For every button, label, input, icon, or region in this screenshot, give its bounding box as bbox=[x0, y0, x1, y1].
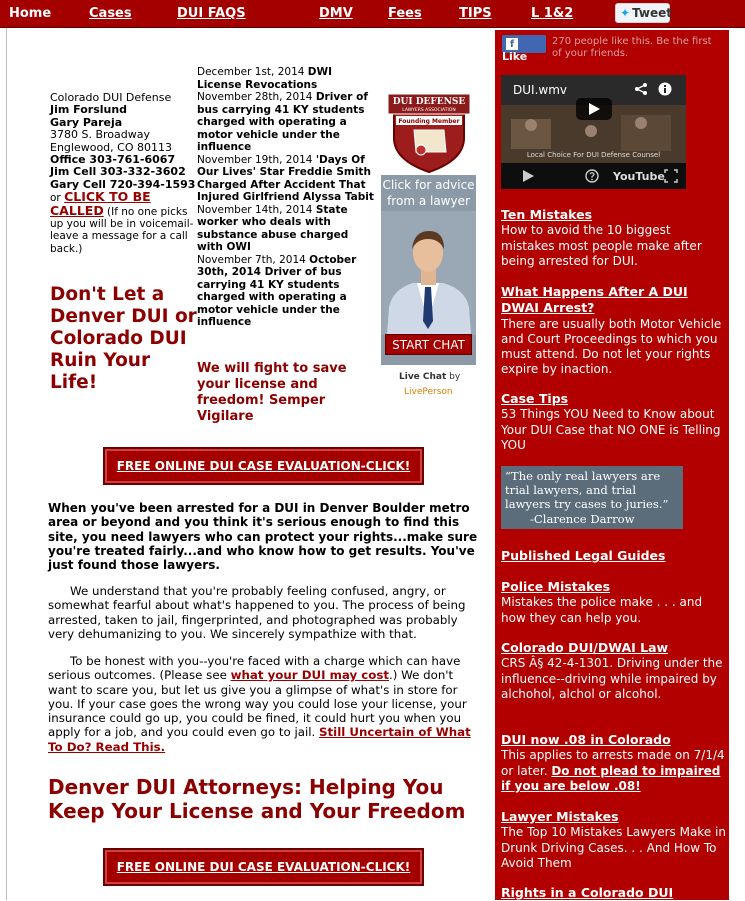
tweet-label: Tweet bbox=[632, 6, 673, 20]
case-tips-section bbox=[501, 391, 726, 453]
outcomes-text-middle: .) We don't want to scare you, but let us give you a glimpse of what's in store for you. If your case goes the wrong way you could lose your license, your insurance could go up, you could be fined, it could hurt you when you apply for a job, and you could even go to jail. bbox=[48, 668, 467, 740]
news-title: Driver of bus carrying 41 KY students charged with operating a motor vehicle under the influence bbox=[197, 91, 368, 153]
attorney-name: Jim Forslund bbox=[50, 103, 128, 117]
nav-dmv[interactable]: DMV bbox=[319, 6, 353, 21]
case-tips-text: 53 Things YOU Need to Know about Your DUI Case that NO ONE is Telling YOU bbox=[501, 407, 721, 452]
dui-08-link[interactable]: DUI now .08 in Colorado bbox=[501, 732, 671, 747]
police-mistakes-text: Mistakes the police make . . . and how they can help you. bbox=[501, 595, 703, 625]
news-date: November 14th, 2014 bbox=[197, 203, 316, 216]
news-title: State worker who deals with substance abuse charged with OWI bbox=[197, 203, 349, 253]
chat-title: Click for advice from a lawyer bbox=[382, 178, 475, 208]
click-to-be-called-link[interactable]: CLICK TO BE CALLED bbox=[50, 189, 151, 218]
free-evaluation-button[interactable] bbox=[103, 447, 424, 485]
attorney-name: Gary Pareja bbox=[50, 115, 123, 129]
rights-section bbox=[501, 885, 726, 901]
news-date: November 19th, 2014 bbox=[197, 153, 316, 166]
news-title: 'Days Of Our Lives' Star Freddie Smith Charged After Accident That Injured Girlfriend Alyssa Tabit bbox=[197, 153, 374, 203]
news-date: December 1st, 2014 bbox=[197, 66, 308, 78]
colorado-law-section bbox=[501, 640, 726, 702]
gary-cell-phone: Gary Cell 720-394-1593 bbox=[50, 177, 196, 191]
news-date: November 7th, 2014 bbox=[197, 253, 310, 266]
video-caption: Local Choice For DUI Defense Counsel bbox=[526, 151, 661, 159]
video-title: DUI.wmv bbox=[513, 83, 567, 97]
case-tips-link[interactable]: Case Tips bbox=[501, 391, 569, 406]
top-nav-bar bbox=[0, 0, 745, 28]
street-address: 3780 S. Broadway bbox=[50, 128, 150, 142]
live-chat-label bbox=[399, 372, 460, 382]
facebook-icon: f bbox=[506, 38, 518, 50]
nav-l12[interactable]: L 1&2 bbox=[531, 6, 574, 21]
colorado-law-text: CRS Â§ 42-4-1301. Driving under the influence--driving while impaired by alchohol, alchol or alcohol. bbox=[501, 656, 723, 701]
legal-guides-section bbox=[501, 548, 726, 564]
darrow-quote bbox=[501, 466, 683, 529]
lawyer-mistakes-text: The Top 10 Mistakes Lawyers Make in Drunk Driving Cases. . . And How To Avoid Them bbox=[501, 825, 726, 870]
dui-cost-link[interactable]: what your DUI may cost bbox=[230, 668, 390, 683]
badge-member: Founding Member bbox=[398, 118, 460, 125]
outcomes-text-start: To be honest with you--you're faced with a charge which can have serious outcomes. (Please see bbox=[48, 654, 461, 683]
fight-tagline: We will fight to save your license and freedom! Semper Vigilare bbox=[197, 361, 347, 424]
live-chat-widget[interactable] bbox=[381, 175, 476, 365]
nav-dui-faqs[interactable]: DUI FAQS bbox=[177, 6, 246, 21]
nav-tips[interactable]: TIPS bbox=[459, 6, 492, 21]
quote-author: -Clarence Darrow bbox=[530, 511, 635, 526]
or-text: or bbox=[50, 192, 65, 205]
quote-text: “The only real lawyers are trial lawyers, and trial lawyers try cases to juries.” bbox=[505, 469, 669, 512]
share-icon[interactable] bbox=[634, 82, 648, 96]
after-arrest-section bbox=[501, 284, 726, 378]
outcomes-paragraph bbox=[48, 654, 478, 754]
dui-08-section bbox=[501, 732, 726, 794]
news-date: November 28th, 2014 bbox=[197, 91, 316, 103]
firm-name: Colorado DUI Defense bbox=[50, 91, 172, 104]
info-icon[interactable] bbox=[658, 82, 672, 96]
news-title: October 30th, 2014 Driver of bus carrying 41 KY students charged with operating a motor vehicle under the influence bbox=[197, 253, 357, 328]
youtube-logo[interactable]: YouTube bbox=[613, 170, 665, 183]
badge-subtitle: LAWYERS ASSOCIATION bbox=[402, 108, 456, 113]
help-icon[interactable] bbox=[585, 169, 599, 183]
news-list bbox=[197, 66, 377, 329]
news-title: DWI License Revocations bbox=[197, 66, 333, 91]
after-arrest-text: There are usually both Motor Vehicle and Court Proceedings to which you must attend. Do not let your rights expire by inaction. bbox=[501, 316, 722, 377]
nav-cases[interactable]: Cases bbox=[89, 6, 132, 21]
live-chat-text: Live Chat bbox=[399, 372, 447, 382]
main-headline: Don't Let a Denver DUI or Colorado DUI Ruin Your Life! bbox=[50, 284, 197, 393]
section-heading: Denver DUI Attorneys: Helping You Keep Your License and Your Freedom bbox=[48, 775, 466, 823]
dui-defense-badge[interactable] bbox=[388, 86, 470, 174]
dui-08-text: This applies to arrests made on 7/1/4 or later. bbox=[501, 748, 725, 778]
still-uncertain-link[interactable]: Still Uncertain of What To Do? Read This. bbox=[48, 725, 471, 754]
lawyer-mistakes-section bbox=[501, 809, 726, 871]
live-chat-by: by bbox=[446, 372, 461, 382]
seal-icon bbox=[416, 145, 426, 155]
lawyer-mistakes-link[interactable]: Lawyer Mistakes bbox=[501, 809, 619, 824]
rights-link[interactable]: Rights in a Colorado DUI bbox=[501, 885, 674, 900]
news-item[interactable] bbox=[197, 91, 377, 154]
start-chat-button[interactable]: START CHAT bbox=[385, 334, 472, 355]
contact-block bbox=[50, 92, 200, 255]
sympathy-paragraph: We understand that you're probably feeling confused, angry, or somewhat fearful about what's happened to you. The process of being arrested, taken to jail, fingerprinted, and photographed was probably very dehumanizing to you. We sincerely sympathize with that. bbox=[48, 584, 466, 641]
news-item[interactable] bbox=[197, 254, 377, 329]
badge-title: DUI DEFENSE bbox=[392, 97, 466, 107]
colorado-law-link[interactable]: Colorado DUI/DWAI Law bbox=[501, 640, 669, 655]
news-item[interactable] bbox=[197, 154, 377, 204]
twitter-bird-icon: ✦ bbox=[620, 6, 631, 20]
police-mistakes-section bbox=[501, 579, 726, 626]
city-address: Englewood, CO 80113 bbox=[50, 140, 172, 154]
free-evaluation-button[interactable] bbox=[103, 848, 424, 886]
facebook-like-button[interactable] bbox=[502, 35, 546, 63]
dui-08-warning: Do not plead to impaired if you are below .08! bbox=[501, 763, 721, 793]
lawyer-photo bbox=[381, 211, 476, 335]
free-evaluation-label: FREE ONLINE DUI CASE EVALUATION-CLICK! bbox=[116, 459, 411, 473]
tweet-button[interactable] bbox=[615, 3, 673, 23]
free-evaluation-label: FREE ONLINE DUI CASE EVALUATION-CLICK! bbox=[116, 860, 411, 874]
ten-mistakes-section bbox=[501, 207, 726, 269]
voicemail-note: (If no one picks up you will be in voicemail- leave a message for a call back.) bbox=[50, 205, 194, 255]
video-player[interactable] bbox=[501, 75, 686, 189]
fullscreen-icon[interactable] bbox=[664, 169, 678, 183]
intro-paragraph: When you've been arrested for a DUI in Denver Boulder metro area or beyond and you think it's serious enough to find this site, you need lawyers who can protect your rights...make sure you're treated fairly...and who know how to get results. You've just found those lawyers. bbox=[48, 501, 478, 573]
legal-guides-link[interactable]: Published Legal Guides bbox=[501, 548, 666, 563]
nav-fees[interactable]: Fees bbox=[388, 6, 422, 21]
news-item[interactable] bbox=[197, 66, 377, 91]
video-controls bbox=[501, 163, 686, 189]
facebook-like-count: 270 people like this. Be the first of your friends. bbox=[552, 36, 712, 59]
play-icon[interactable] bbox=[521, 169, 535, 183]
nav-home[interactable]: Home bbox=[9, 6, 52, 21]
police-mistakes-link[interactable]: Police Mistakes bbox=[501, 579, 611, 594]
ten-mistakes-text: How to avoid the 10 biggest mistakes most people make after being arrested for DUI. bbox=[501, 223, 702, 268]
facebook-like-label: Like bbox=[502, 50, 528, 63]
jim-cell-phone: Jim Cell 303-332-3602 bbox=[50, 165, 186, 179]
news-item[interactable] bbox=[197, 204, 377, 254]
ten-mistakes-link[interactable]: Ten Mistakes bbox=[501, 207, 593, 222]
office-phone: Office 303-761-6067 bbox=[50, 153, 176, 167]
after-arrest-link[interactable]: What Happens After A DUI DWAI Arrest? bbox=[501, 284, 688, 316]
page-left-border bbox=[6, 28, 7, 900]
liveperson-link[interactable]: LivePerson bbox=[404, 387, 453, 397]
